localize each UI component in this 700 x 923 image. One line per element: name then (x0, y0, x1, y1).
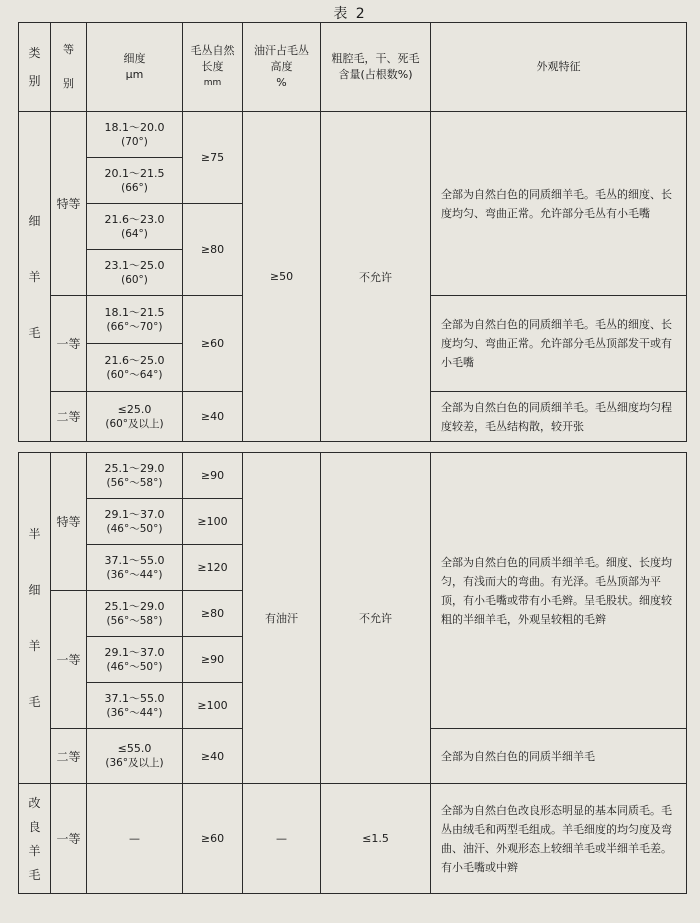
length-cell: ≥60 (183, 784, 243, 894)
length-cell: ≥120 (183, 545, 243, 591)
fineness-cell: — (87, 784, 183, 894)
grade-cell: 一等 (51, 591, 87, 729)
coarse-cell: 不允许 (321, 112, 431, 442)
fineness-cell: 25.1～29.0 (56°～58°) (87, 453, 183, 499)
fineness-cell: 37.1～55.0 (36°～44°) (87, 683, 183, 729)
feature-cell: 全部为自然白色的同质细羊毛。毛丛的细度、长度均匀、弯曲正常。允许部分毛丛顶部发干或有小毛嘴 (431, 296, 687, 392)
header-coarse: 粗腔毛，干、死毛 含量(占根数%) (321, 23, 431, 112)
header-grade: 等 别 (51, 23, 87, 112)
wool-grade-table-continued (18, 452, 687, 894)
fineness-cell: 18.1～20.0 (70°) (87, 112, 183, 158)
feature-cell: 全部为自然白色的同质半细羊毛。细度、长度均匀，有浅而大的弯曲。有光泽。毛丛顶部为平顶，有小毛嘴或带有小毛辫。呈毛股状。细度较粗的半细羊毛，外观呈较粗的毛辫 (431, 453, 687, 729)
header-fineness: 细度 μm (87, 23, 183, 112)
header-feature: 外观特征 (431, 23, 687, 112)
length-cell: ≥40 (183, 729, 243, 784)
wool-grade-table (18, 22, 687, 442)
sweat-cell: 有油汗 (243, 453, 321, 784)
table-row (19, 784, 687, 894)
grade-cell: 二等 (51, 392, 87, 442)
fineness-cell: 25.1～29.0 (56°～58°) (87, 591, 183, 637)
sweat-cell: ≥50 (243, 112, 321, 442)
fineness-cell: 37.1～55.0 (36°～44°) (87, 545, 183, 591)
header-length: 毛丛自然 长度 mm (183, 23, 243, 112)
length-cell: ≥40 (183, 392, 243, 442)
header-sweat: 油汗占毛丛 高度 % (243, 23, 321, 112)
length-cell: ≥90 (183, 453, 243, 499)
length-cell: ≥75 (183, 112, 243, 204)
fineness-cell: 29.1～37.0 (46°～50°) (87, 499, 183, 545)
table-row (19, 453, 687, 499)
header-category: 类 别 (19, 23, 51, 112)
grade-cell: 一等 (51, 784, 87, 894)
length-cell: ≥90 (183, 637, 243, 683)
grade-cell: 二等 (51, 729, 87, 784)
fineness-cell: 18.1～21.5 (66°～70°) (87, 296, 183, 344)
feature-cell: 全部为自然白色的同质细羊毛。毛丛细度均匀程度较差，毛丛结构散，较开张 (431, 392, 687, 442)
category-improved-wool: 改 良 羊 毛 (19, 784, 51, 894)
grade-cell: 特等 (51, 453, 87, 591)
feature-cell: 全部为自然白色的同质细羊毛。毛丛的细度、长度均匀、弯曲正常。允许部分毛丛有小毛嘴 (431, 112, 687, 296)
fineness-cell: 21.6～25.0 (60°～64°) (87, 344, 183, 392)
feature-cell: 全部为自然白色改良形态明显的基本同质毛。毛丛由绒毛和两型毛组成。羊毛细度的均匀度及弯曲、油汗、外观形态上较细羊毛或半细羊毛差。有小毛嘴或中辫 (431, 784, 687, 894)
fineness-cell: ≤25.0 (60°及以上) (87, 392, 183, 442)
length-cell: ≥80 (183, 591, 243, 637)
sweat-cell: — (243, 784, 321, 894)
fineness-cell: 23.1～25.0 (60°) (87, 250, 183, 296)
fineness-cell: 21.6～23.0 (64°) (87, 204, 183, 250)
table-row (19, 112, 687, 158)
grade-cell: 特等 (51, 112, 87, 296)
length-cell: ≥100 (183, 683, 243, 729)
feature-cell: 全部为自然白色的同质半细羊毛 (431, 729, 687, 784)
coarse-cell: 不允许 (321, 453, 431, 784)
table-title: 表 2 (333, 6, 367, 22)
category-fine-wool: 细 羊 毛 (19, 112, 51, 442)
coarse-cell: ≤1.5 (321, 784, 431, 894)
length-cell: ≥60 (183, 296, 243, 392)
length-cell: ≥100 (183, 499, 243, 545)
fineness-cell: 29.1～37.0 (46°～50°) (87, 637, 183, 683)
category-semi-fine-wool: 半 细 羊 毛 (19, 453, 51, 784)
length-cell: ≥80 (183, 204, 243, 296)
fineness-cell: ≤55.0 (36°及以上) (87, 729, 183, 784)
grade-cell: 一等 (51, 296, 87, 392)
fineness-cell: 20.1～21.5 (66°) (87, 158, 183, 204)
